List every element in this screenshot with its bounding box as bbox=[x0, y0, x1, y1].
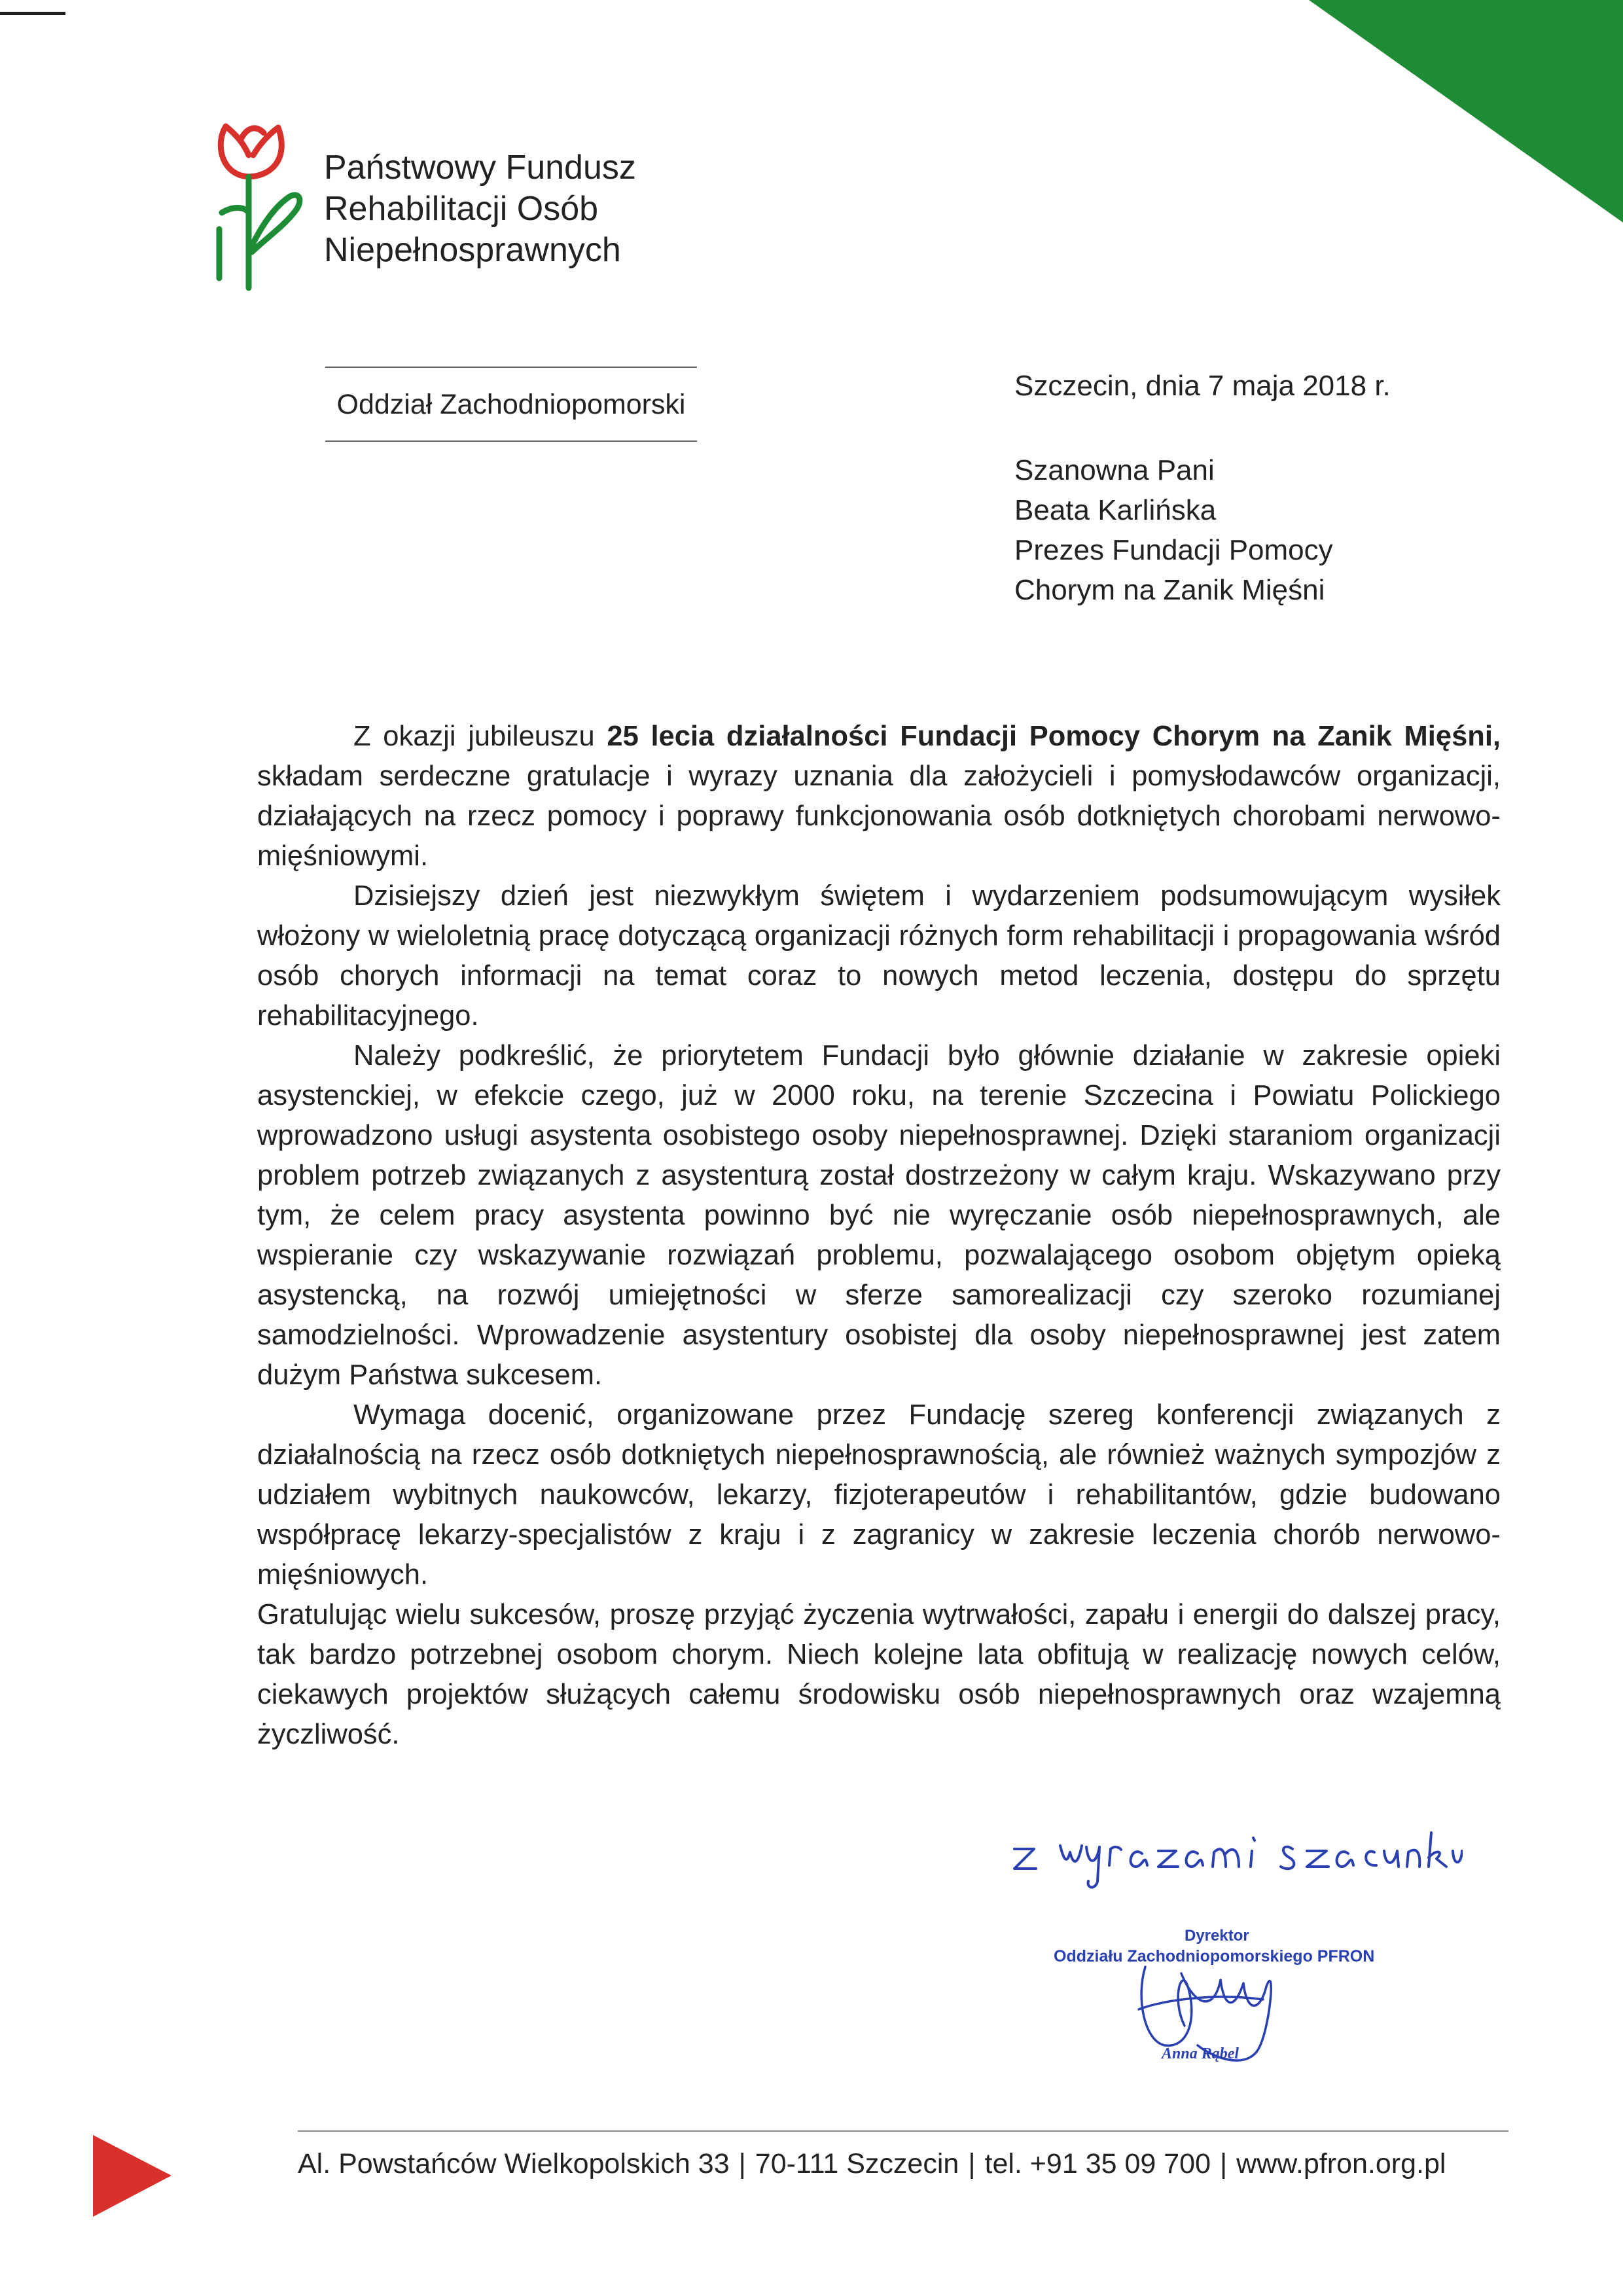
organization-name bbox=[324, 147, 636, 271]
footer-postal: 70-111 Szczecin bbox=[755, 2148, 959, 2179]
stamp-line-2: Oddziału Zachodniopomorskiego PFRON bbox=[1054, 1947, 1375, 1965]
paragraph-1-rest: składam serdeczne gratulacje i wyrazy uznania dla założycieli i pomysłodawców organizacji, działających na rzecz pomocy i poprawy funkcjonowania osób dotkniętych chorobami nerwowo-mięśniowymi. bbox=[257, 761, 1501, 872]
corner-decoration bbox=[1309, 0, 1623, 223]
addressee-block bbox=[1014, 450, 1333, 610]
footer-website-link[interactable]: www.pfron.org.pl bbox=[1236, 2148, 1446, 2179]
footer-divider bbox=[298, 2130, 1508, 2132]
addressee-line-4: Chorym na Zanik Mięśni bbox=[1014, 574, 1325, 606]
footer-separator: | bbox=[738, 2148, 746, 2179]
official-stamp-and-signature bbox=[1047, 1921, 1414, 2091]
handwritten-closing bbox=[1005, 1813, 1463, 1898]
stamp-name: Anna Rąbel bbox=[1162, 2045, 1240, 2062]
addressee-line-2: Beata Karlińska bbox=[1014, 494, 1217, 526]
addressee-line-3: Prezes Fundacji Pomocy bbox=[1014, 534, 1333, 566]
footer-address: Al. Powstańców Wielkopolskich 33 bbox=[298, 2148, 730, 2179]
play-arrow-icon bbox=[93, 2135, 171, 2217]
footer-separator: | bbox=[1220, 2148, 1228, 2179]
footer-phone: tel. +91 35 09 700 bbox=[984, 2148, 1211, 2179]
letter-body bbox=[257, 717, 1501, 1755]
org-name-line-1: Państwowy Fundusz bbox=[324, 149, 636, 187]
paragraph-5: Gratulując wielu sukcesów, proszę przyjąć życzenia wytrwałości, zapału i energii do dalszej pracy, tak bardzo potrzebnej osobom chorym. Niech kolejne lata obfitują w realizację nowych celów, ciekawych projektów służących całemu środowisku osób niepełnosprawnych oraz wzajemną życzliwość. bbox=[257, 1599, 1501, 1750]
paragraph-2: Dzisiejszy dzień jest niezwykłym świętem i wydarzeniem podsumowującym wysiłek włożony w wieloletnią pracę dotyczącą organizacji różnych form rehabilitacji i propagowania wśród osób chorych informacji na temat coraz to nowych metod leczenia, dostępu do sprzętu rehabilitacyjnego. bbox=[257, 880, 1501, 1031]
branch-name: Oddział Zachodniopomorski bbox=[325, 367, 697, 442]
org-name-line-2: Rehabilitacji Osób bbox=[324, 190, 599, 228]
paragraph-3: Należy podkreślić, że priorytetem Fundacji było głównie działanie w zakresie opieki asystenckiej, w efekcie czego, już w 2000 roku, na terenie Szczecina i Powiatu Polickiego wprowadzono usługi asystenta osobistego osoby niepełnosprawnej. Dzięki staraniom organizacji problem potrzeb związanych z asystenturą został dostrzeżony w całym kraju. Wskazywano przy tym, że celem pracy asystenta powinno być nie wyręczanie osób niepełnosprawnych, ale wspieranie czy wskazywanie rozwiązań problemu, pozwalającego osobom objętym opieką asystencką, na rozwój umiejętności w sferze samorealizacji czy szeroko rozumianej samodzielności. Wprowadzenie asystentury osobistej dla osoby niepełnosprawnej jest zatem dużym Państwa sukcesem. bbox=[257, 1040, 1501, 1391]
paragraph-1-bold: 25 lecia działalności Fundacji Pomocy Chorym na Zanik Mięśni, bbox=[607, 721, 1501, 752]
footer-contact bbox=[298, 2148, 1512, 2180]
stamp-line-1: Dyrektor bbox=[1185, 1927, 1249, 1945]
paragraph-1-intro: Z okazji jubileuszu bbox=[353, 721, 607, 752]
paragraph-4: Wymaga docenić, organizowane przez Fundację szereg konferencji związanych z działalnością na rzecz osób dotkniętych niepełnosprawnością, ale również ważnych sympozjów z udziałem wybitnych naukowców, lekarzy, fizjoterapeutów i rehabilitantów, gdzie budowano współpracę lekarzy-specjalistów z kraju i z zagranicy w zakresie leczenia chorób nerwowo-mięśniowych. bbox=[257, 1399, 1501, 1590]
letter-date: Szczecin, dnia 7 maja 2018 r. bbox=[1014, 370, 1391, 402]
tulip-logo-icon bbox=[213, 115, 308, 291]
scan-edge-mark bbox=[0, 12, 65, 15]
paragraph-1 bbox=[257, 717, 1501, 876]
org-name-line-3: Niepełnosprawnych bbox=[324, 231, 621, 269]
footer-separator: | bbox=[968, 2148, 976, 2179]
addressee-line-1: Szanowna Pani bbox=[1014, 454, 1215, 486]
